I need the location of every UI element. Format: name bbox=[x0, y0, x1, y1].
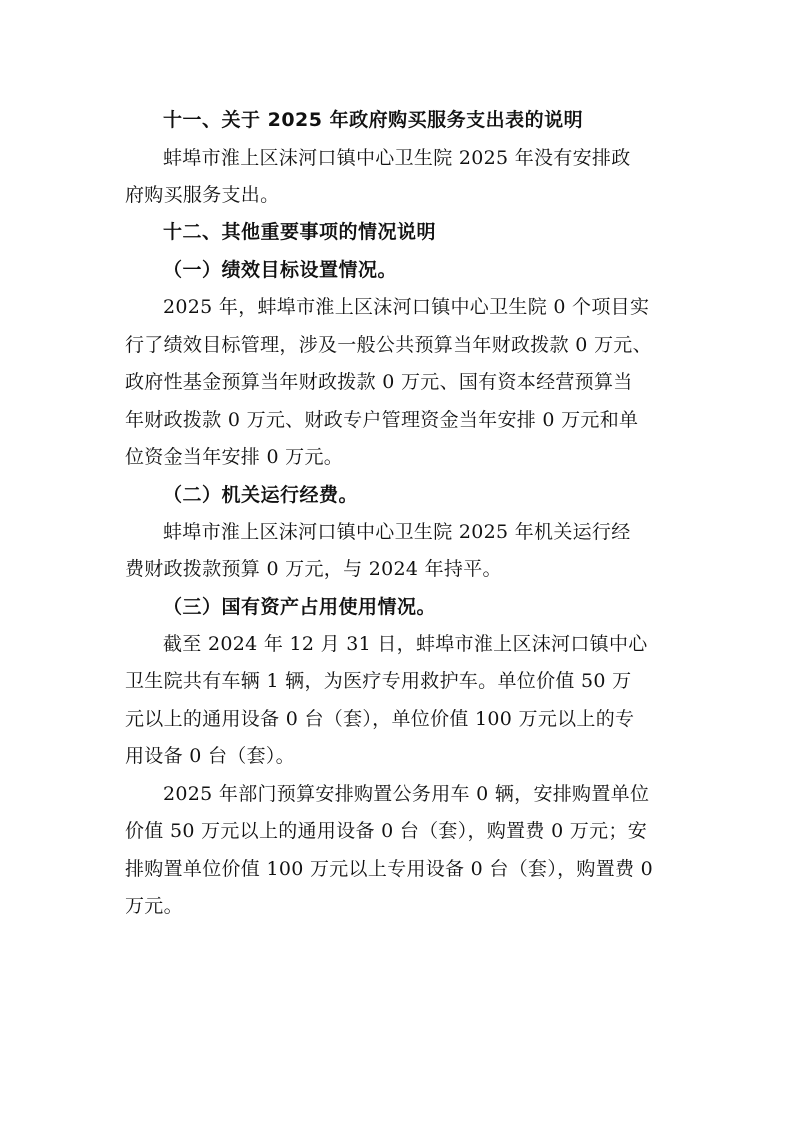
subsection-3-p2-line-1: 2025 年部门预算安排购置公务用车 0 辆，安排购置单位 bbox=[163, 783, 650, 805]
subsection-1-line-3: 政府性基金预算当年财政拨款 0 万元、国有资本经营预算当 bbox=[125, 371, 633, 393]
subsection-3-p2-line-4: 万元。 bbox=[125, 895, 183, 917]
subsection-2-line-1: 蚌埠市淮上区沫河口镇中心卫生院 2025 年机关运行经 bbox=[163, 521, 631, 543]
subsection-3-heading: （三）国有资产占用使用情况。 bbox=[163, 596, 437, 618]
subsection-3-p1-line-1: 截至 2024 年 12 月 31 日，蚌埠市淮上区沫河口镇中心 bbox=[163, 633, 648, 655]
section-11-paragraph-line-1: 蚌埠市淮上区沫河口镇中心卫生院 2025 年没有安排政 bbox=[163, 147, 631, 169]
subsection-1-line-2: 行了绩效目标管理，涉及一般公共预算当年财政拨款 0 万元、 bbox=[125, 334, 652, 356]
subsection-3-p1-line-4: 用设备 0 台（套）。 bbox=[125, 745, 295, 767]
section-11-paragraph-line-2: 府购买服务支出。 bbox=[125, 184, 280, 206]
subsection-1-line-4: 年财政拨款 0 万元、财政专户管理资金当年安排 0 万元和单 bbox=[125, 409, 639, 431]
section-12-heading: 十二、其他重要事项的情况说明 bbox=[163, 221, 437, 243]
subsection-3-p1-line-3: 元以上的通用设备 0 台（套），单位价值 100 万元以上的专 bbox=[125, 708, 635, 730]
subsection-1-line-5: 位资金当年安排 0 万元。 bbox=[125, 446, 344, 468]
subsection-3-p1-line-2: 卫生院共有车辆 1 辆，为医疗专用救护车。单位价值 50 万 bbox=[125, 670, 632, 692]
subsection-2-heading: （二）机关运行经费。 bbox=[163, 484, 359, 506]
subsection-1-line-1: 2025 年，蚌埠市淮上区沫河口镇中心卫生院 0 个项目实 bbox=[163, 296, 650, 318]
subsection-2-line-2: 费财政拨款预算 0 万元，与 2024 年持平。 bbox=[125, 558, 502, 580]
subsection-1-heading: （一）绩效目标设置情况。 bbox=[163, 259, 398, 281]
subsection-3-p2-line-2: 价值 50 万元以上的通用设备 0 台（套），购置费 0 万元；安 bbox=[125, 820, 647, 842]
subsection-3-p2-line-3: 排购置单位价值 100 万元以上专用设备 0 台（套），购置费 0 bbox=[125, 858, 654, 880]
section-11-heading: 十一、关于 2025 年政府购买服务支出表的说明 bbox=[163, 109, 584, 131]
